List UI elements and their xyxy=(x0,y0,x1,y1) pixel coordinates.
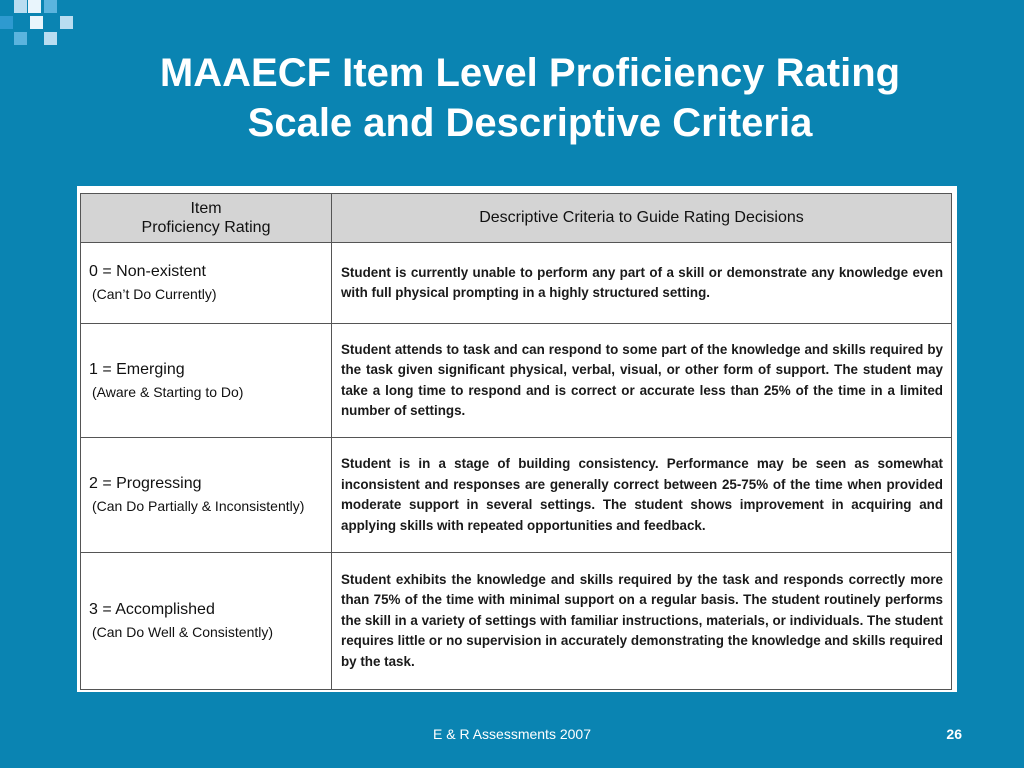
rating-note: (Can’t Do Currently) xyxy=(92,286,217,302)
description-cell: Student is currently unable to perform any part of a skill or demonstrate any knowledge even with full physical prompting in a highly structured setting. xyxy=(332,243,952,324)
rating-note: (Aware & Starting to Do) xyxy=(92,383,244,400)
table-row xyxy=(81,324,952,438)
rating-label: 1 = Emerging xyxy=(89,360,185,378)
table-header-row xyxy=(81,194,952,243)
description-cell: Student attends to task and can respond to some part of the knowledge and skills required by the task given significant physical, verbal, visual, or other form of support. The student may take a long time to respond and is correct or accurate less than 25% of the time in a limited number of settings. xyxy=(332,324,952,438)
rating-label: 3 = Accomplished xyxy=(89,601,215,618)
header-col1-line2: Proficiency Rating xyxy=(141,219,271,236)
table-row xyxy=(81,243,952,324)
rating-cell xyxy=(81,553,332,690)
rating-scale-table xyxy=(80,193,952,690)
description-cell: Student exhibits the knowledge and skills required by the task and responds correctly more than 75% of the time with minimal support on a regular basis. The student routinely performs the skill in a variety of settings with familiar instructions, materials, or individuals. The student requires little or no supervision in accurately demonstrating the knowledge and skills required by the task. xyxy=(332,553,952,690)
table-row xyxy=(81,438,952,553)
table-row xyxy=(81,553,952,690)
rating-note: (Can Do Partially & Inconsistently) xyxy=(92,498,305,514)
header-descriptive-criteria: Descriptive Criteria to Guide Rating Decisions xyxy=(332,194,952,243)
rating-label: 0 = Non-existent xyxy=(89,263,206,280)
decorative-squares xyxy=(0,0,80,50)
rating-label: 2 = Progressing xyxy=(89,475,202,492)
slide-title xyxy=(0,48,1024,148)
slide-title-line-1: MAAECF Item Level Proficiency Rating xyxy=(159,51,901,95)
footer-text: E & R Assessments 2007 xyxy=(433,726,591,742)
rating-cell xyxy=(81,438,332,553)
header-item-proficiency-rating xyxy=(81,194,332,243)
page-number: 26 xyxy=(946,726,962,742)
rating-table-container xyxy=(77,186,957,692)
slide-title-line-2: Scale and Descriptive Criteria xyxy=(247,101,813,145)
rating-cell xyxy=(81,243,332,324)
rating-cell xyxy=(81,324,332,438)
description-cell: Student is in a stage of building consistency. Performance may be seen as somewhat inconsistent and responses are generally correct between 25-75% of the time when provided moderate support in several settings. The student shows improvement in acquiring and applying skills with repeated opportunities and feedback. xyxy=(332,438,952,553)
rating-note: (Can Do Well & Consistently) xyxy=(92,624,274,640)
header-col1-line1: Item xyxy=(190,200,222,217)
